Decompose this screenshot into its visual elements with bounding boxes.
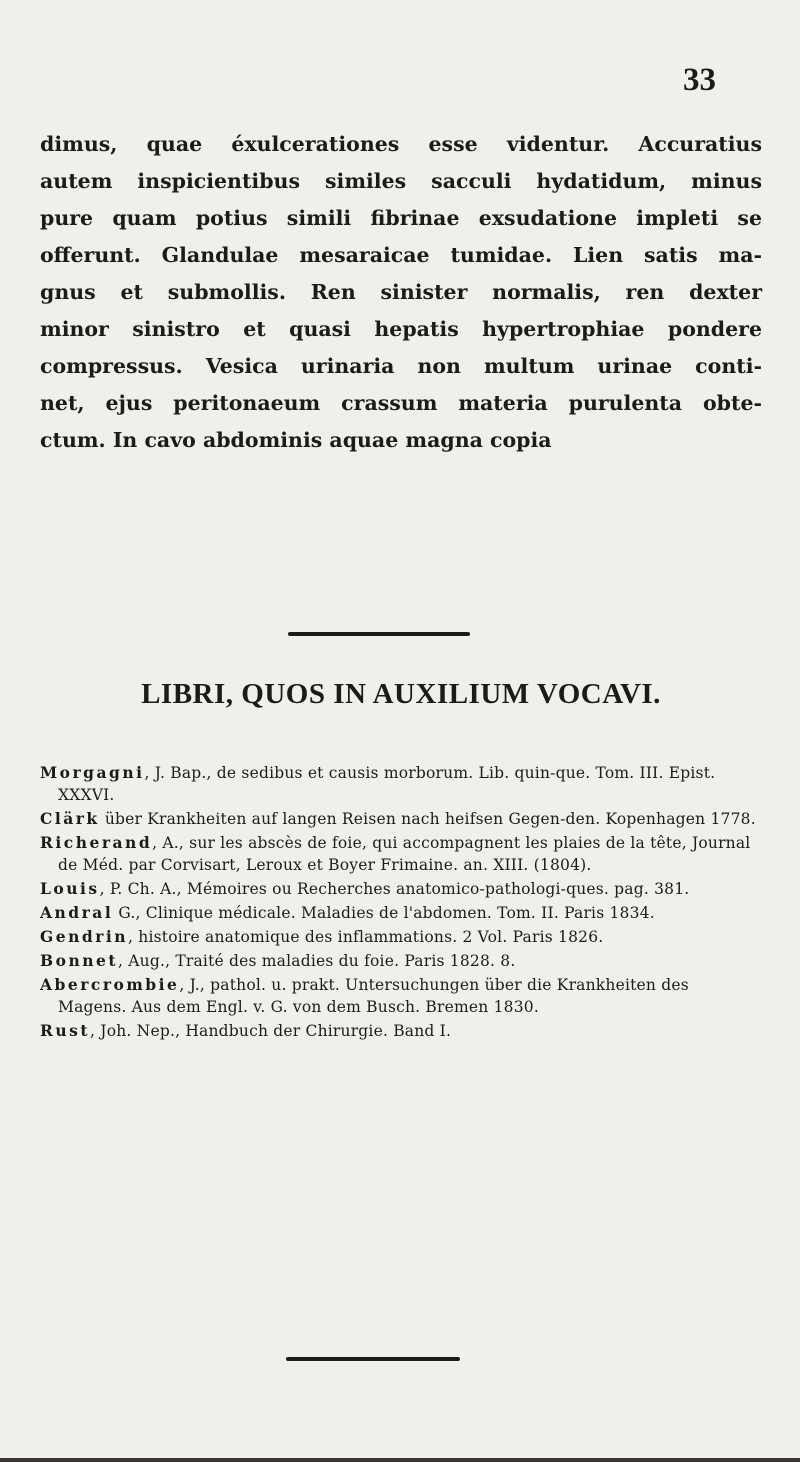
reference-detail: , Aug., Traité des maladies du foie. Paris 1828. 8. (118, 952, 516, 970)
page-edge-shadow (0, 1458, 800, 1462)
reference-author: Rust (40, 1021, 91, 1040)
text-line: gnus et submollis. Ren sinister normalis, ren dexter (40, 280, 762, 304)
reference-detail: über Krankheiten auf langen Reisen nach heifsen Gegen-den. Kopenhagen 1778. (99, 810, 756, 828)
text-line: pure quam potius simili fibrinae exsudatione impleti se (40, 206, 762, 230)
text-line: dimus, quae éxulcerationes esse videntur. Accuratius (40, 132, 762, 156)
reference-item (40, 902, 762, 924)
text-line: autem inspicientibus similes sacculi hydatidum, minus (40, 169, 762, 193)
reference-list (40, 762, 762, 1044)
reference-author: Gendrin (40, 927, 129, 946)
reference-detail: , histoire anatomique des inflammations. 2 Vol. Paris 1826. (128, 928, 604, 946)
reference-detail: , Joh. Nep., Handbuch der Chirurgie. Band I. (90, 1022, 452, 1040)
reference-item (40, 926, 762, 948)
reference-author: Morgagni (40, 763, 145, 782)
body-paragraph (40, 126, 762, 459)
reference-author: Clärk (40, 809, 100, 828)
reference-item (40, 808, 762, 830)
reference-author: Andral (40, 903, 114, 922)
text-line: offerunt. Glandulae mesaraicae tumidae. Lien satis ma- (40, 243, 762, 267)
reference-author: Louis (40, 879, 100, 898)
reference-item (40, 832, 762, 876)
page-number: 33 (683, 62, 716, 98)
reference-detail: , A., sur les abscès de foie, qui accompagnent les plaies de la tête, Journal de Méd. par Corvisart, Leroux et Boyer Frimaine. an. XIII. (1804). (58, 834, 751, 874)
text-line: ctum. In cavo abdominis aquae magna copia (40, 428, 552, 452)
text-line: net, ejus peritonaeum crassum materia purulenta obte- (40, 391, 762, 415)
reference-author: Abercrombie (40, 975, 180, 994)
section-heading: LIBRI, QUOS IN AUXILIUM VOCAVI. (141, 678, 661, 710)
reference-detail: , J., pathol. u. prakt. Untersuchungen über die Krankheiten des Magens. Aus dem Engl. v. G. von dem Busch. Bremen 1830. (58, 976, 689, 1016)
reference-detail: , J. Bap., de sedibus et causis morborum. Lib. quin-que. Tom. III. Epist. XXXVI. (58, 764, 716, 804)
text-line: minor sinistro et quasi hepatis hypertrophiae pondere (40, 317, 762, 341)
reference-detail: , P. Ch. A., Mémoires ou Recherches anatomico-pathologi-ques. pag. 381. (99, 880, 690, 898)
reference-item (40, 950, 762, 972)
reference-detail: G., Clinique médicale. Maladies de l'abdomen. Tom. II. Paris 1834. (113, 904, 655, 922)
section-divider (288, 632, 470, 636)
reference-item (40, 762, 762, 806)
reference-item (40, 974, 762, 1018)
reference-author: Bonnet (40, 951, 118, 970)
text-line: compressus. Vesica urinaria non multum urinae conti- (40, 354, 762, 378)
reference-item (40, 878, 762, 900)
end-divider (286, 1357, 460, 1361)
reference-author: Richerand (40, 833, 153, 852)
reference-item (40, 1020, 762, 1042)
